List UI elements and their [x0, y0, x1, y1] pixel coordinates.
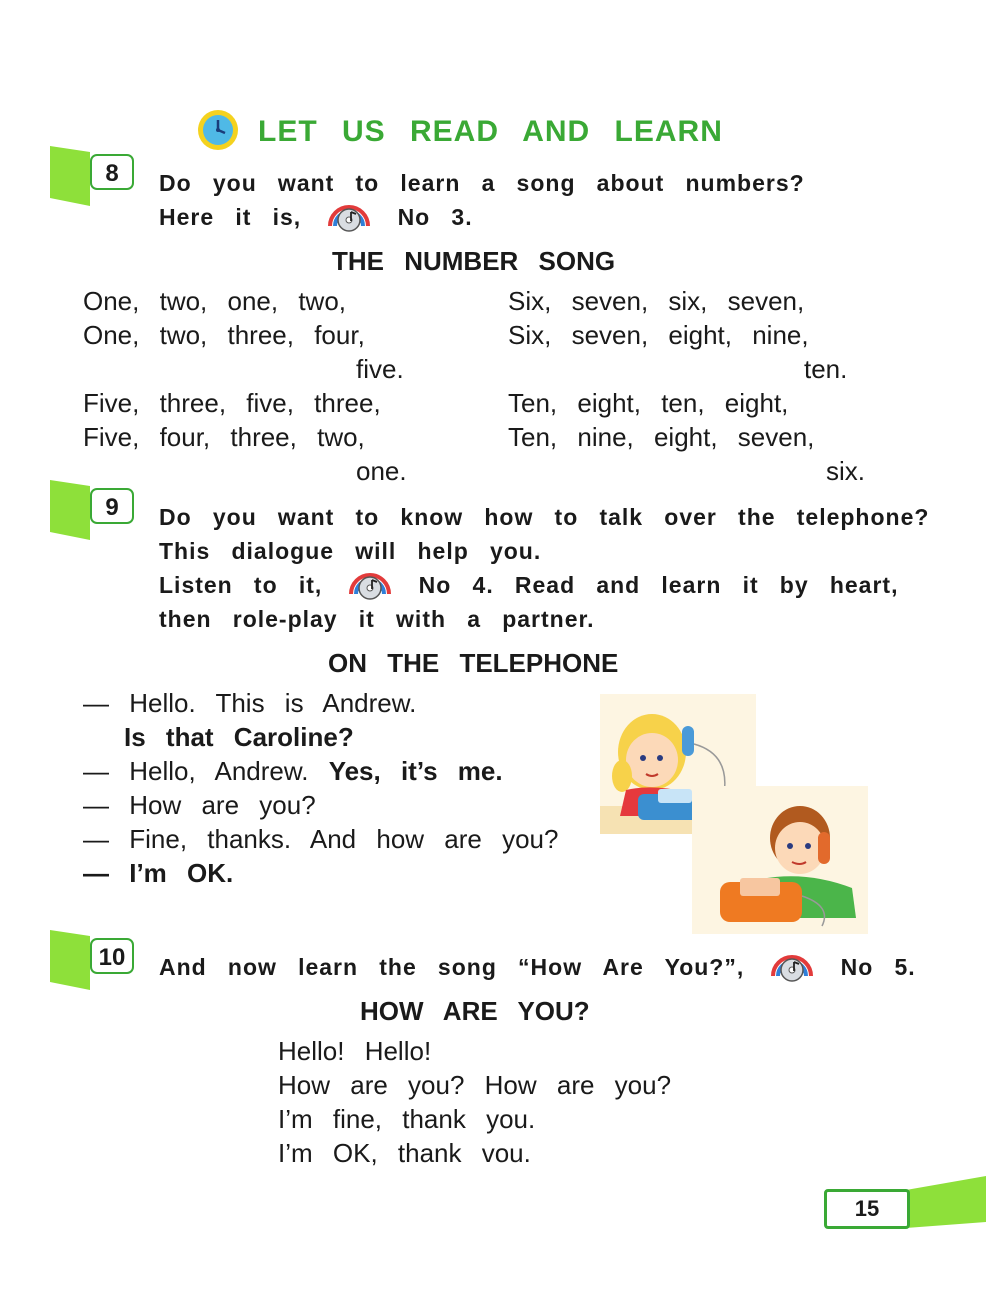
left-verse-line-3: five. [356, 354, 404, 384]
exercise-9-badge [50, 480, 140, 540]
dialogue-line-4 [83, 824, 558, 855]
ex9-listen-text: Listen to it, [159, 572, 323, 598]
song-line-2: How are you? How are you? [278, 1070, 672, 1100]
dialogue-text: How are you? [129, 790, 316, 820]
clock-icon [196, 108, 240, 152]
left-verse-line-2: One, two, three, four, [83, 320, 365, 350]
song-line-1: Hello! Hello! [278, 1036, 432, 1066]
ex8-instruction-text: Here it is, [159, 204, 302, 230]
song-line-3: I’m fine, thank you. [278, 1104, 536, 1134]
ex8-instruction-1: Do you want to learn a song about numbers? [159, 170, 805, 196]
right-verse-line-4: Ten, eight, ten, eight, [508, 388, 789, 418]
dialogue-line-1 [83, 688, 416, 719]
dialogue-text: Fine, thanks. And how are you? [129, 824, 559, 854]
audio-disc-icon[interactable] [769, 946, 815, 982]
dialogue-line-1b: Is that Caroline? [124, 722, 354, 752]
how-are-you-title: HOW ARE YOU? [360, 996, 590, 1026]
ex9-track-text: No 4. Read and learn it by heart, [418, 572, 899, 598]
ex9-instruction-3 [159, 572, 898, 600]
exercise-number: 9 [90, 488, 134, 524]
right-verse-line-5: Ten, nine, eight, seven, [508, 422, 815, 452]
exercise-number: 10 [90, 938, 134, 974]
right-verse-line-1: Six, seven, six, seven, [508, 286, 805, 316]
ex9-instruction-2: This dialogue will help you. [159, 538, 542, 564]
dialogue-title: ON THE TELEPHONE [328, 648, 619, 678]
dialogue-text: Hello, Andrew. [129, 756, 309, 786]
right-verse-line-2: Six, seven, eight, nine, [508, 320, 809, 350]
right-verse-line-6: six. [826, 456, 865, 486]
ex8-instruction-2 [159, 204, 473, 232]
dialogue-dash: — [83, 688, 109, 718]
right-verse-line-3: ten. [804, 354, 848, 384]
track-number: No 3. [397, 204, 473, 230]
boy-on-phone-illustration [692, 786, 868, 934]
page-tab-shape [906, 1176, 986, 1232]
left-verse-line-6: one. [356, 456, 407, 486]
dialogue-text: I’m OK. [129, 858, 234, 888]
dialogue-text: Hello. This is Andrew. [129, 688, 417, 718]
left-verse-line-4: Five, three, five, three, [83, 388, 381, 418]
page-title: LET US READ AND LEARN [258, 115, 723, 148]
dialogue-text-bold: Yes, it’s me. [328, 756, 503, 786]
dialogue-dash: — [83, 824, 109, 854]
dialogue-dash: — [83, 790, 109, 820]
number-song-title: THE NUMBER SONG [332, 246, 616, 276]
dialogue-line-2 [83, 756, 503, 787]
page-number: 15 [824, 1189, 910, 1229]
exercise-number: 8 [90, 154, 134, 190]
ex10-instruction [159, 954, 916, 982]
dialogue-line-5 [83, 858, 233, 889]
ex9-instruction-4: then role-play it with a partner. [159, 606, 595, 632]
ex9-instruction-1: Do you want to know how to talk over the telephone? [159, 504, 930, 530]
dialogue-dash: — [83, 858, 109, 888]
song-line-4: I’m OK, thank vou. [278, 1138, 531, 1168]
audio-disc-icon[interactable] [326, 196, 372, 232]
dialogue-line-3 [83, 790, 316, 821]
exercise-8-badge [50, 146, 140, 206]
ex10-instruction-text: And now learn the song “How Are You?”, [159, 954, 745, 980]
left-verse-line-5: Five, four, three, two, [83, 422, 365, 452]
dialogue-dash: — [83, 756, 109, 786]
exercise-10-badge [50, 930, 140, 990]
left-verse-line-1: One, two, one, two, [83, 286, 347, 316]
track-number: No 5. [840, 954, 916, 980]
audio-disc-icon[interactable] [347, 564, 393, 600]
